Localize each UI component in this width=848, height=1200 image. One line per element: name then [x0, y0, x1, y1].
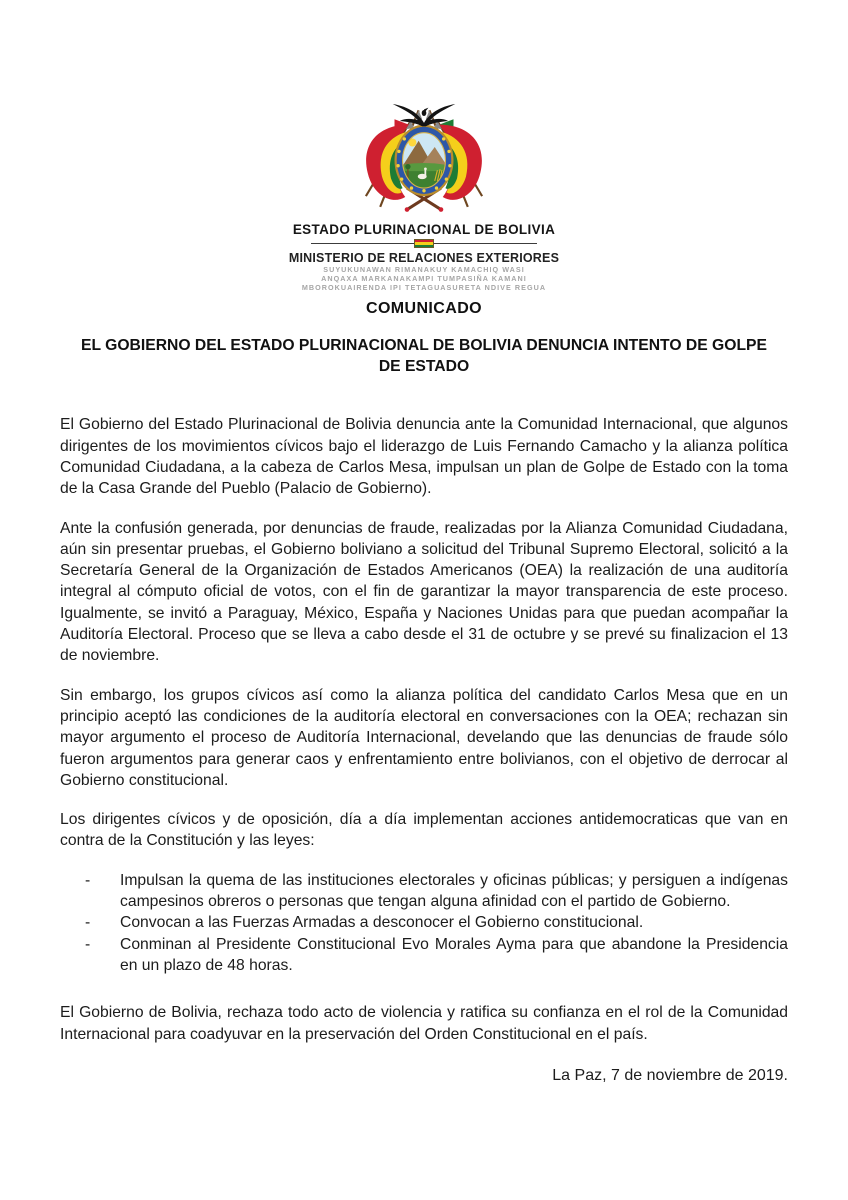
bullet-text: Impulsan la quema de las instituciones electorales y oficinas públicas; y persiguen a indígenas campesinos obreros o personas que tengan alguna afinidad con el partido de Gobierno. — [120, 871, 788, 911]
body-paragraph-4: Los dirigentes cívicos y de oposición, día a día implementan acciones antidemocraticas que van en contra de la Constitución y las leyes: — [60, 811, 788, 850]
document-kind: COMUNICADO — [366, 300, 482, 318]
ministry-name-guarani: MBOROKUAIRENDA IPI TETAGUASURETA NDIVE REGUA — [301, 282, 547, 292]
bolivia-coat-of-arms-icon — [348, 96, 500, 214]
closing-paragraph: El Gobierno de Bolivia, rechaza todo acto de violencia y ratifica su confianza en el rol de la Comunidad Internacional para coadyuvar en la preservación del Orden Constitucional en el país. — [60, 1004, 788, 1043]
document-body — [60, 414, 788, 1044]
body-paragraph-1: El Gobierno del Estado Plurinacional de Bolivia denuncia ante la Comunidad Internacional, que algunos dirigentes de los movimientos cívicos bajo el liderazgo de Luis Fernando Camacho y la alianza política Comunidad Ciudadana, a la cabeza de Carlos Mesa, impulsan un plan de Golpe de Estado con la toma de la Casa Grande del Pueblo (Palacio de Gobierno). — [60, 416, 788, 498]
bullet-item — [60, 870, 788, 913]
body-paragraph-2: Ante la confusión generada, por denuncias de fraude, realizadas por la Alianza Comunidad Ciudadana, aún sin presentar pruebas, el Gobierno boliviano a solicitud del Tribunal Supremo Electoral, solicitó a la Secretaría General de la Organización de Estados Americanos (OEA) la realización de una auditoría integral al cómputo oficial de votos, con el fin de garantizar la mayor transparencia de este proceso. Igualmente, se invitó a Paraguay, México, España y Naciones Unidas para que puedan acompañar la Auditoría Electoral. Proceso que se lleva a cabo desde el 31 de octubre y se prevé su finalizacion el 13 de noviembre. — [60, 519, 788, 665]
document-title: EL GOBIERNO DEL ESTADO PLURINACIONAL DE BOLIVIA DENUNCIA INTENTO DE GOLPE DE ESTADO — [81, 337, 767, 376]
bolivia-flag-icon — [414, 239, 434, 248]
bullet-dash-marker: - — [85, 871, 91, 889]
ministry-name: MINISTERIO DE RELACIONES EXTERIORES — [288, 251, 560, 265]
letterhead-divider — [311, 238, 537, 249]
bullet-item — [60, 934, 788, 977]
bullet-list — [60, 870, 788, 976]
bullet-text: Conminan al Presidente Constitucional Evo Morales Ayma para que abandone la Presidencia en un plazo de 48 horas. — [120, 935, 788, 974]
bullet-item — [60, 912, 788, 933]
dateline: La Paz, 7 de noviembre de 2019. — [552, 1066, 788, 1084]
body-paragraph-3: Sin embargo, los grupos cívicos así como la alianza política del candidato Carlos Mesa que en un principio aceptó las condiciones de la auditoría electoral en conversaciones con la OEA; rechazan sin mayor argumento el proceso de Auditoría Internacional, develando que las denuncias de fraude sólo fueron argumentos para generar caos y enfrentamiento entre bolivianos, con el objetivo de derrocar al Gobierno constitucional. — [60, 686, 788, 789]
letterhead — [0, 0, 848, 377]
bullet-dash-marker: - — [85, 914, 91, 932]
ministry-name-quechua: SUYUKUNAWAN RIMANAKUY KAMACHIQ WASI — [323, 265, 525, 274]
state-name: ESTADO PLURINACIONAL DE BOLIVIA — [292, 222, 556, 237]
bullet-text: Convocan a las Fuerzas Armadas a desconocer el Gobierno constitucional. — [120, 914, 644, 932]
ministry-name-aymara: ANQAXA MARKANAKAMPI TUMPASIÑA KAMANI — [321, 273, 527, 283]
bullet-dash-marker: - — [85, 935, 91, 953]
